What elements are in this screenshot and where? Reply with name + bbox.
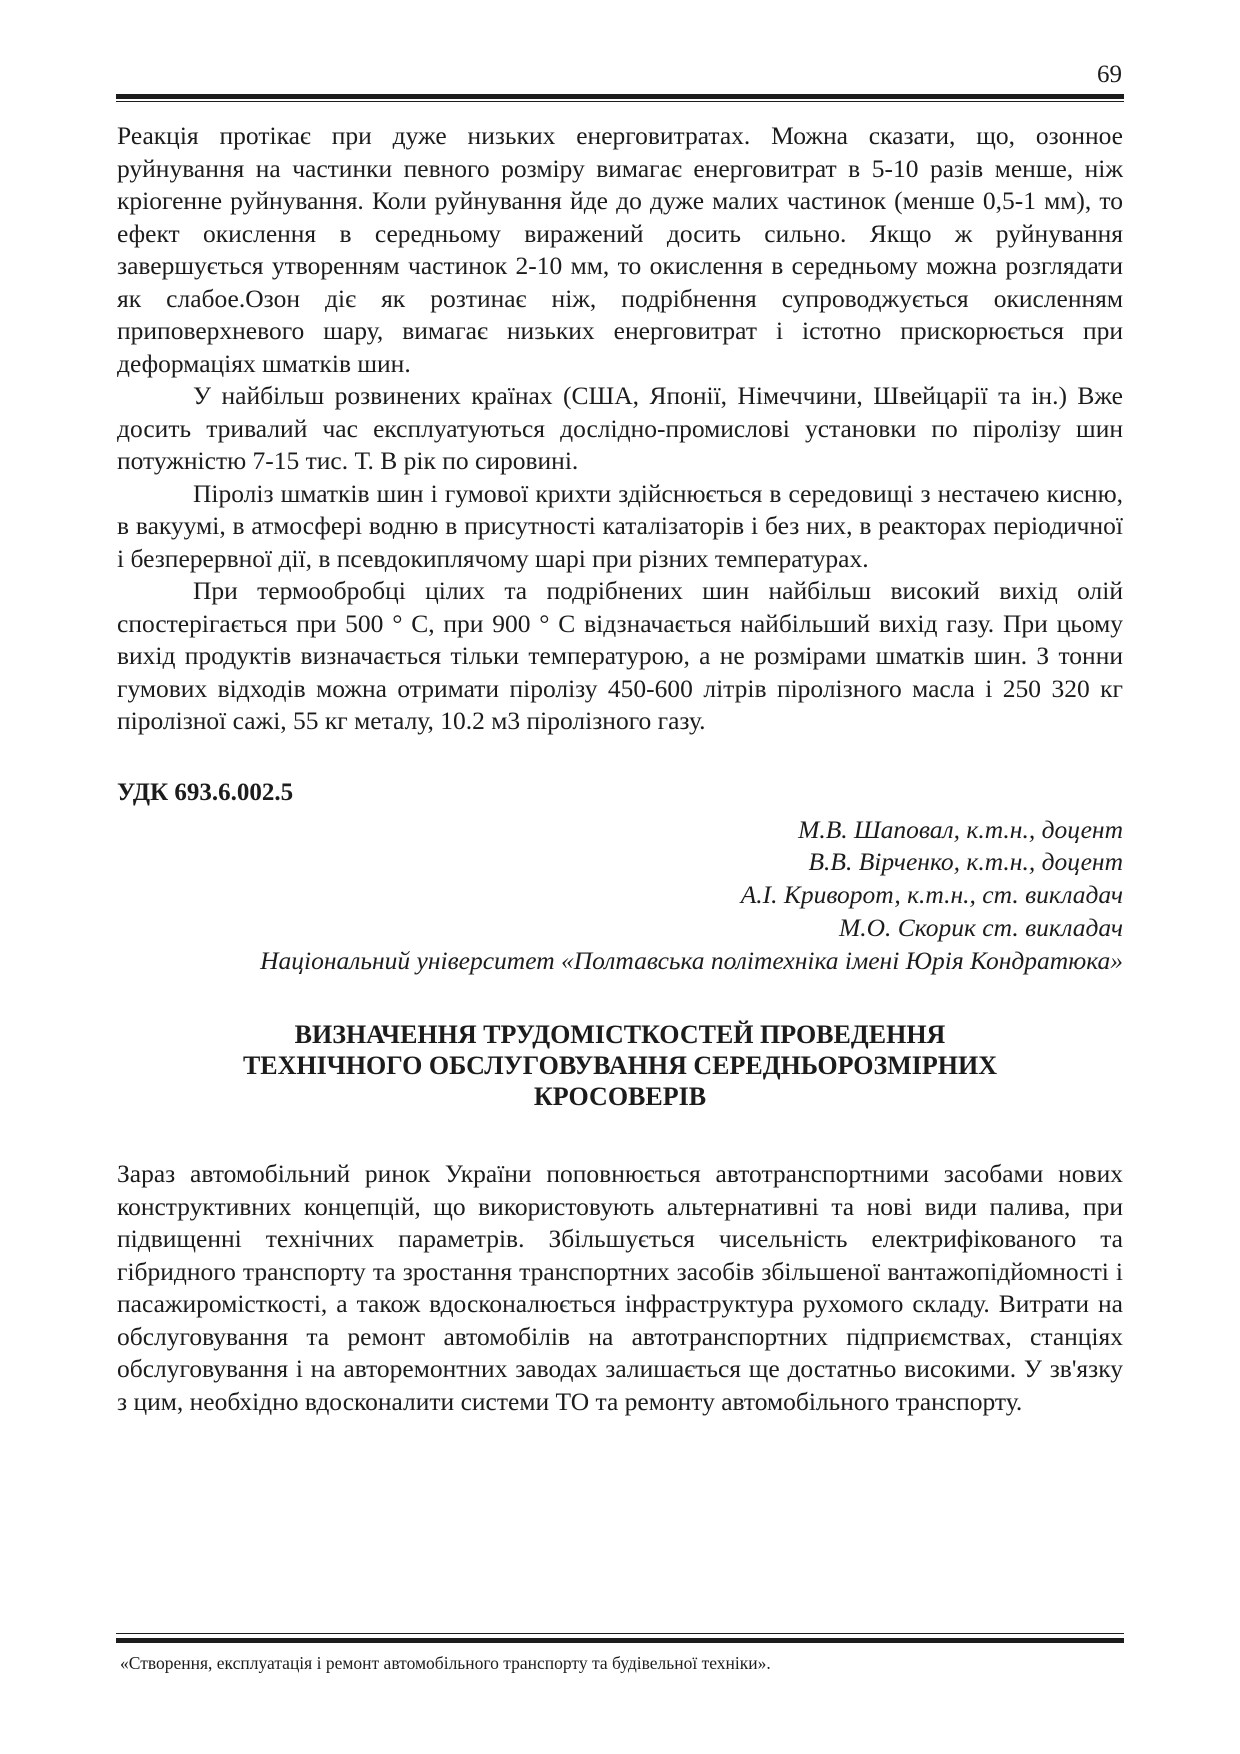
page-number: 69 xyxy=(1097,61,1122,88)
udk-code: УДК 693.6.002.5 xyxy=(117,778,294,806)
author-line: М.В. Шаповал, к.т.н., доцент xyxy=(798,814,1123,844)
intro-paragraph: Зараз автомобільний ринок України поповнюється автотранспортними засобами нових конструктивних концепцій, що використовують альтернативні та нові види палива, при підвищенні технічних параметрів. Збільшується чисельність електрифікованого та гібридного транспорту та зростання транспортних засобів збільшеної вантажопідйомності і пасажиромісткості, а також вдосконалюється інфраструктура рухомого складу. Витрати на обслуговування та ремонт автомобілів на автотранспортних підприємствах, станціях обслуговування і на авторемонтних заводах залишається ще достатньо високими. У зв'язку з цим, необхідно вдосконалити системи ТО та ремонту автомобільного транспорту. xyxy=(117,1159,1123,1416)
author-line: В.В. Вірченко, к.т.н., доцент xyxy=(808,847,1123,877)
header-rule xyxy=(116,94,1124,99)
article-title-line: ВИЗНАЧЕННЯ ТРУДОМІСТКОСТЕЙ ПРОВЕДЕННЯ xyxy=(294,1020,946,1050)
article-title-line: ТЕХНІЧНОГО ОБСЛУГОВУВАННЯ СЕРЕДНЬОРОЗМІРНИХ xyxy=(242,1051,998,1081)
author-line: А.І. Криворот, к.т.н., ст. викладач xyxy=(740,880,1123,910)
body-paragraph: У найбільш розвинених країнах (США, Японії, Німеччини, Швейцарії та ін.) Вже досить тривалий час експлуатуються дослідно-промислові установки по піролізу шин потужністю 7-15 тис. Т. В рік по сировині. xyxy=(117,381,1123,475)
body-paragraph: Піроліз шматків шин і гумової крихти здійснюється в середовищі з нестачею кисню, в вакуумі, в атмосфері водню в присутності каталізаторів і без них, в реакторах періодичної і безперервної дії, в псевдокиплячому шарі при різних температурах. xyxy=(117,478,1123,573)
journal-footer: «Створення, експлуатація і ремонт автомобільного транспорту та будівельної техніки». xyxy=(120,1653,771,1673)
footer-rule xyxy=(116,1638,1124,1643)
page-body xyxy=(117,120,1123,1418)
body-paragraph: Реакція протікає при дуже низьких енерговитратах. Можна сказати, що, озонное руйнування на частинки певного розміру вимагає енерговитрат в 5-10 разів менше, ніж кріогенне руйнування. Коли руйнування йде до дуже малих частинок (менше 0,5-1 мм), то ефект окислення в середньому виражений досить сильно. Якщо ж руйнування завершується утворенням частинок 2-10 мм, то окислення в середньому можна розглядати як слабое.Озон діє як розтинає ніж, подрібнення супроводжується окисленням приповерхневого шару, вимагає низьких енерговитрат і істотно прискорюється при деформаціях шматків шин. xyxy=(117,121,1123,378)
article-title xyxy=(117,1019,1123,1112)
article-title-line: КРОСОВЕРІВ xyxy=(533,1082,707,1112)
authors-block xyxy=(117,814,1123,978)
author-line: М.О. Скорик ст. викладач xyxy=(838,912,1123,942)
institution-line: Національний університет «Полтавська політехніка імені Юрія Кондратюка» xyxy=(260,945,1123,975)
body-paragraph: При термообробці цілих та подрібнених шин найбільш високий вихід олій спостерігається при 500 ° С, при 900 ° С відзначається найбільший вихід газу. При цьому вихід продуктів визначається тільки температурою, а не розмірами шматків шин. З тонни гумових відходів можна отримати піролізу 450-600 літрів піролізного масла і 250 320 кг піролізної сажі, 55 кг металу, 10.2 м3 піролізного газу. xyxy=(117,576,1123,735)
